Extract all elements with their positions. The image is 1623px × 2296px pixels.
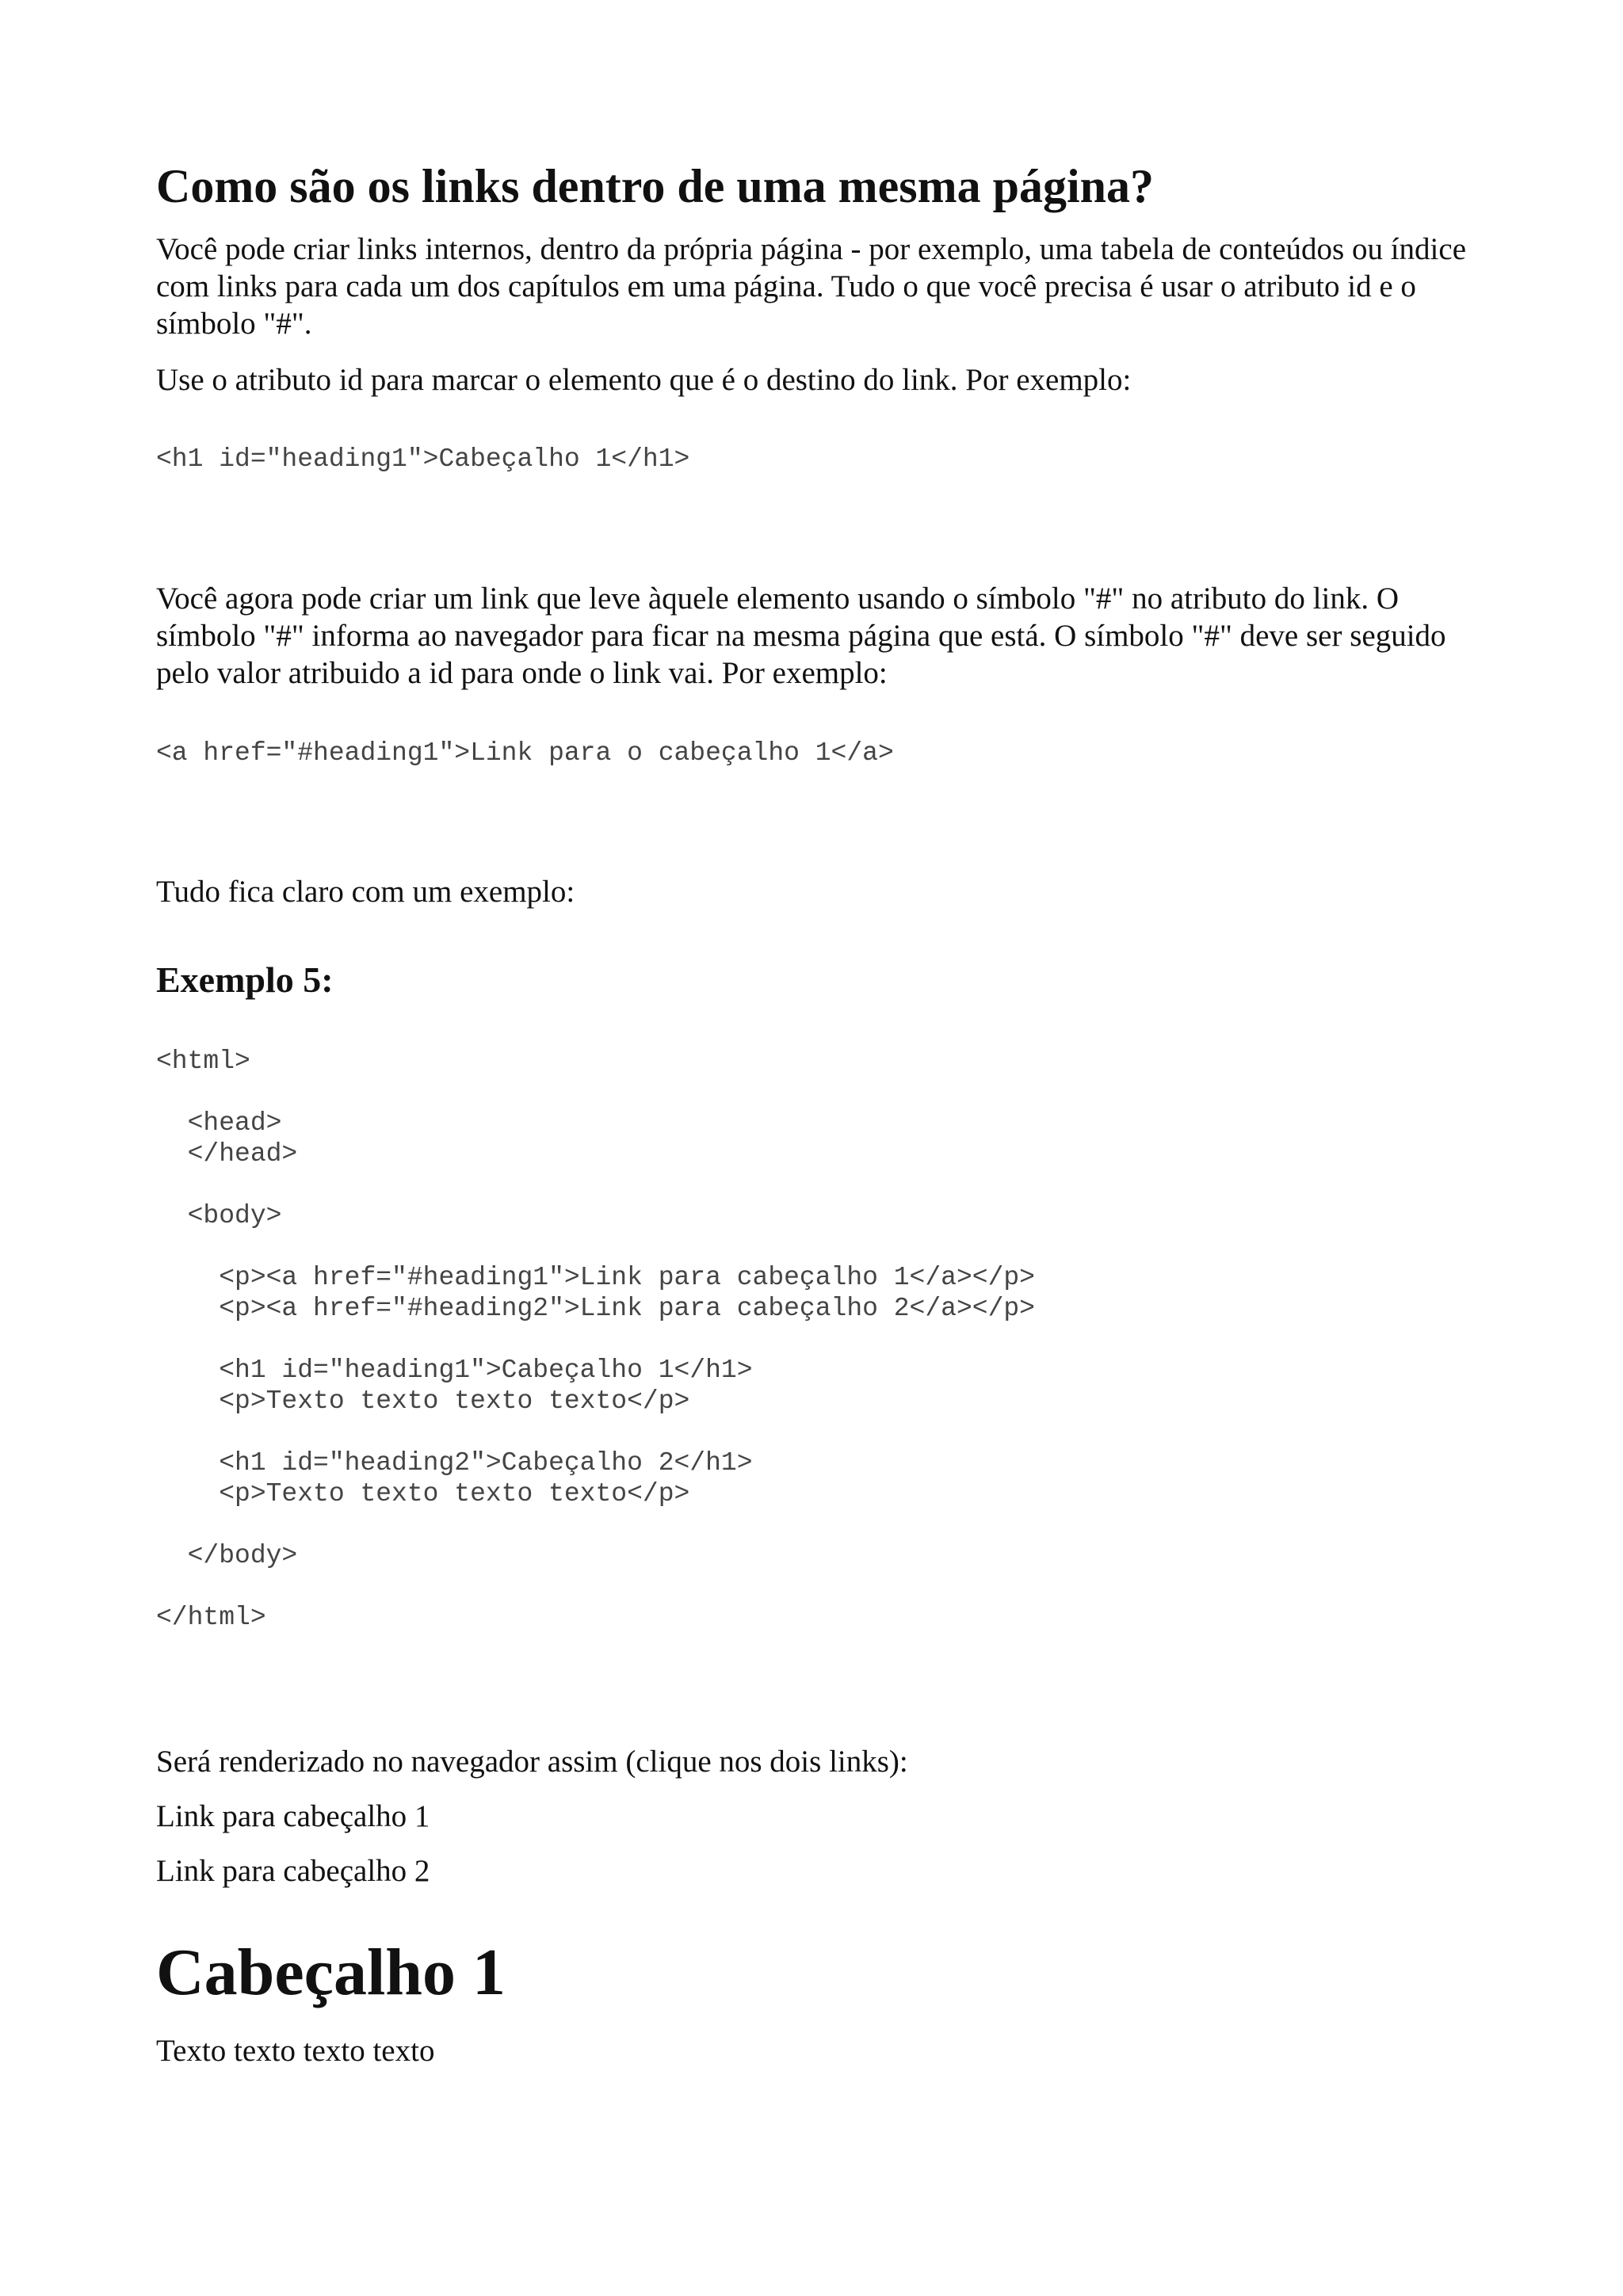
hash-paragraph: Você agora pode criar um link que leve àquele elemento usando o símbolo "#" no atributo do link. O símbolo "#" informa ao navegador para ficar na mesma página que está. O símbolo "#" deve ser seguido pelo valor atribuido a id para onde o link vai. Por exemplo:: [156, 582, 1446, 690]
render-intro: Será renderizado no navegador assim (clique nos dois links):: [156, 1745, 908, 1779]
example-title: Exemplo 5:: [156, 959, 334, 1000]
code-href-example: <a href="#heading1">Link para o cabeçalho 1</a>: [156, 738, 894, 768]
id-paragraph: Use o atributo id para marcar o elemento que é o destino do link. Por exemplo:: [156, 363, 1132, 397]
example-intro: Tudo fica claro com um exemplo:: [156, 875, 575, 909]
rendered-heading: Cabeçalho 1: [156, 1936, 506, 2009]
rendered-link-2[interactable]: Link para cabeçalho 2: [156, 1854, 430, 1888]
intro-paragraph: Você pode criar links internos, dentro da própria página - por exemplo, uma tabela de conteúdos ou índice com links para cada um dos capítulos em uma página. Tudo o que você precisa é usar o atributo id e o símbolo "#".: [156, 232, 1467, 341]
section-title: Como são os links dentro de uma mesma página?: [156, 160, 1155, 212]
rendered-text: Texto texto texto texto: [156, 2034, 435, 2068]
rendered-link-1[interactable]: Link para cabeçalho 1: [156, 1799, 430, 1833]
code-id-example: <h1 id="heading1">Cabeçalho 1</h1>: [156, 444, 690, 474]
example-code-block: <html> <head> </head> <body> <p><a href="#heading1">Link para cabeçalho 1</a></p> <p><a href="#heading2">Link para cabeçalho 2</a></p> <h1 id="heading1">Cabeçalho 1</h1> <p>Texto texto texto texto</p> <h1 id="heading2">Cabeçalho 2</h1> <p>Texto texto texto texto</p> </body> </html>: [156, 1047, 1035, 1632]
